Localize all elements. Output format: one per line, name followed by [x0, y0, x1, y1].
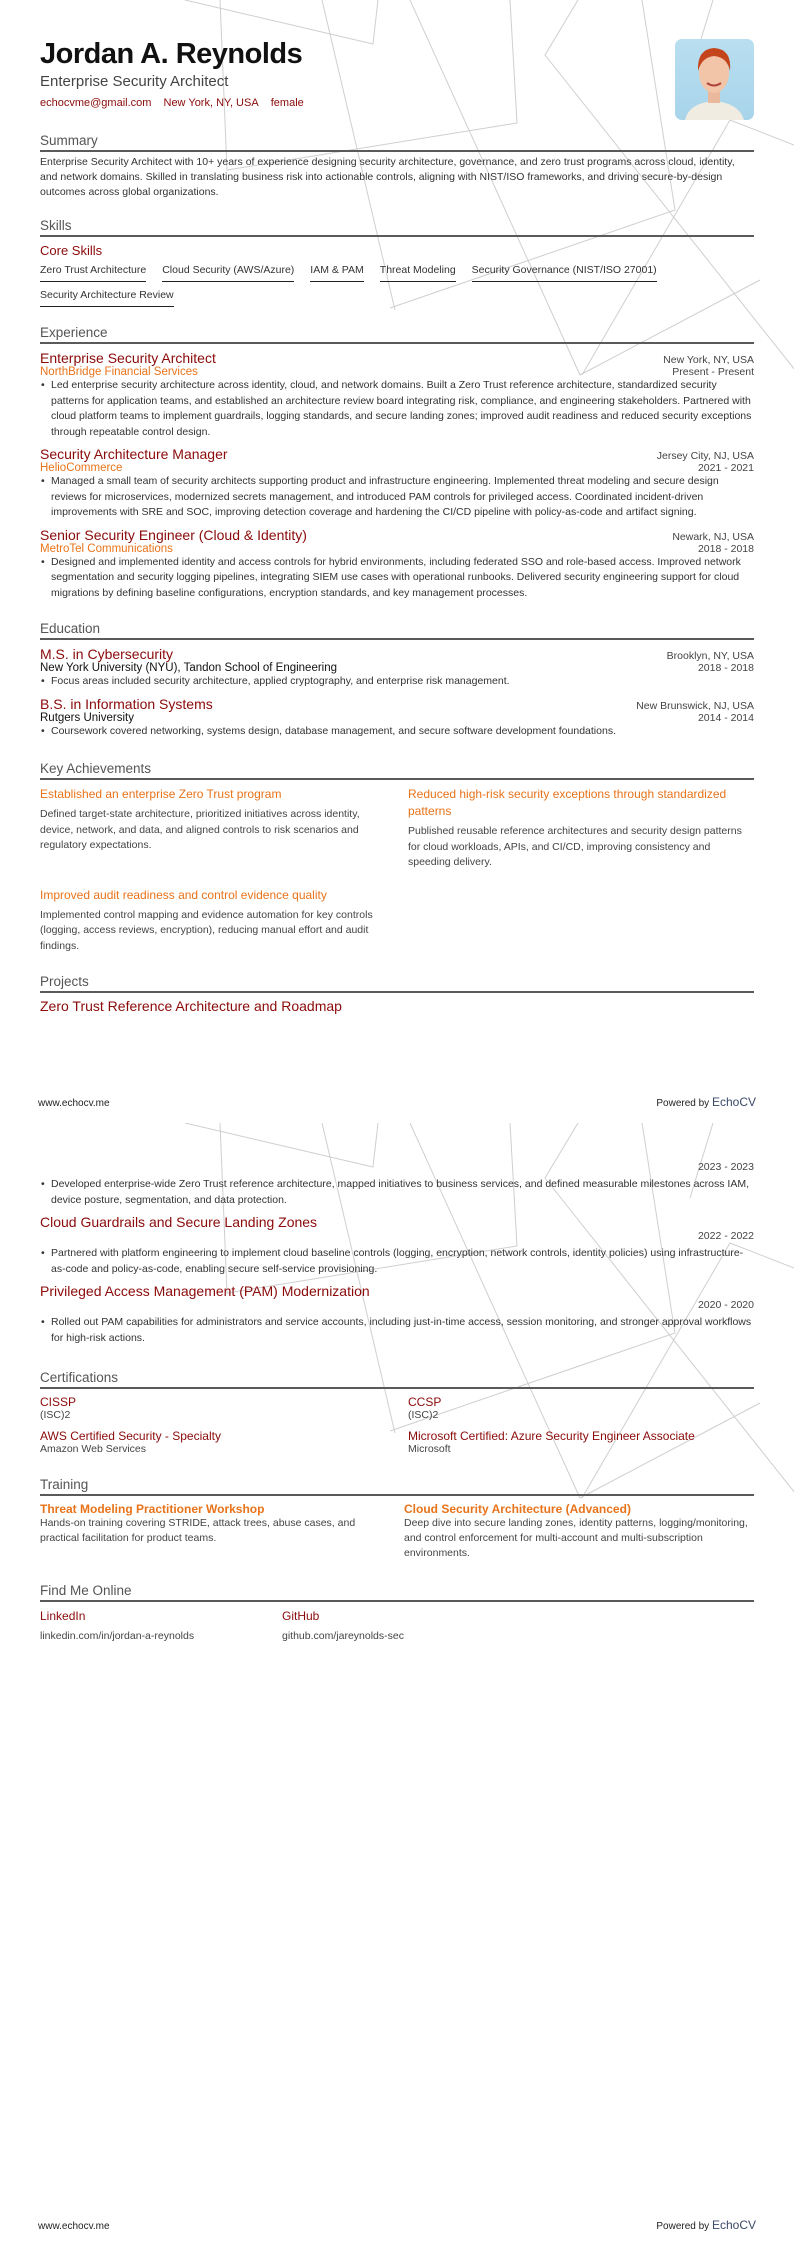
- job-title: Enterprise Security Architect: [40, 350, 216, 366]
- project-bullet: • Rolled out PAM capabilities for administrators and service accounts, including just-in-time access, session monitoring, and stronger approval workflows for high-risk actions.: [40, 1315, 754, 1346]
- section-heading: Experience: [40, 325, 754, 344]
- skill-chip: IAM & PAM: [310, 261, 363, 282]
- achievement-desc: Published reusable reference architectures and security design patterns for cloud workloads, APIs, and CI/CD, improving consistency and speeding delivery.: [408, 825, 742, 868]
- cert-item: [408, 1429, 754, 1455]
- page-footer: [38, 1095, 756, 1109]
- summary-text: Enterprise Security Architect with 10+ years of experience designing security architecture, governance, and zero trust programs across cloud, identity, and network domains. Skilled in translating business risk into actionable controls, aligning with NIST/ISO frameworks, and driving secure-by-design outcomes across global organizations.: [40, 156, 735, 198]
- cert-item: [408, 1395, 754, 1421]
- cert-item: [40, 1429, 386, 1455]
- achievement-desc: Defined target-state architecture, prioritized initiatives across identity, device, network, and data, and aligned controls to risk scenarios and regulatory expectations.: [40, 808, 360, 851]
- github-label: GitHub: [282, 1609, 320, 1623]
- online-item-linkedin: [40, 1609, 282, 1642]
- profile-photo: [675, 39, 754, 120]
- degree: M.S. in Cybersecurity: [40, 646, 174, 662]
- location: New York, NY, USA: [163, 97, 259, 109]
- footer-site-link[interactable]: www.echocv.me: [38, 2221, 110, 2232]
- job-dates: Present - Present: [672, 366, 754, 378]
- cert-name: CISSP: [40, 1395, 77, 1409]
- degree: B.S. in Information Systems: [40, 695, 213, 712]
- project-item: [40, 1161, 754, 1208]
- job-title: Security Architecture Manager: [40, 446, 228, 462]
- achievement-item: [408, 786, 754, 871]
- job-bullet: • Managed a small team of security architects supporting product and infrastructure engineering. Implemented threat modeling and secure design reviews for microservices, modernized secrets management, and introduced PAM controls for privileged access. Coordinated incident-driven improvements with SRE and SOC, improving detection coverage and hardening the CI/CD pipeline with policy-as-code and artifact signing.: [40, 474, 754, 521]
- skill-chip: Threat Modeling: [380, 261, 456, 282]
- cert-issuer: Amazon Web Services: [40, 1443, 147, 1455]
- job-dates: 2018 - 2018: [697, 542, 754, 555]
- github-link[interactable]: github.com/jareynolds-sec: [282, 1630, 404, 1642]
- project-title: Privileged Access Management (PAM) Modernization: [40, 1283, 370, 1299]
- footer-powered-label: Powered by: [656, 1098, 710, 1109]
- section-heading: Certifications: [40, 1370, 754, 1389]
- online-section: [40, 1583, 754, 1642]
- email-link[interactable]: echocvme@gmail.com: [40, 97, 152, 109]
- achievement-desc: Implemented control mapping and evidence automation for key controls (logging, access reviews, encryption), reducing manual effort and audit findings.: [40, 908, 373, 952]
- project-dates: 2023 - 2023: [697, 1161, 754, 1173]
- cert-issuer: (ISC)2: [408, 1409, 439, 1421]
- skill-chip: Zero Trust Architecture: [40, 261, 146, 282]
- job-location: New York, NY, USA: [663, 354, 754, 366]
- candidate-name: Jordan A. Reynolds: [40, 38, 303, 70]
- edu-location: New Brunswick, NJ, USA: [636, 699, 754, 712]
- section-heading: Skills: [40, 218, 754, 237]
- skills-section: [40, 218, 754, 307]
- school: New York University (NYU), Tandon School of Engineering: [40, 662, 338, 674]
- training-title: Cloud Security Architecture (Advanced): [404, 1502, 631, 1516]
- project-item: [40, 1214, 754, 1277]
- resume-page-2: [0, 1123, 794, 2246]
- school: Rutgers University: [40, 711, 134, 724]
- company: HelioCommerce: [40, 462, 123, 474]
- project-title: Cloud Guardrails and Secure Landing Zones: [40, 1214, 318, 1230]
- cert-name: Microsoft Certified: Azure Security Engineer Associate: [408, 1429, 695, 1443]
- section-heading: Find Me Online: [40, 1583, 754, 1602]
- education-item: [40, 646, 754, 690]
- cert-issuer: (ISC)2: [40, 1409, 71, 1421]
- achievement-title: Established an enterprise Zero Trust program: [40, 787, 282, 801]
- edu-bullet: • Focus areas included security architecture, applied cryptography, and enterprise risk management.: [40, 674, 754, 690]
- education-item: [40, 696, 754, 740]
- training-section: [40, 1477, 754, 1561]
- training-item: [40, 1502, 390, 1561]
- projects-section: [40, 974, 754, 1014]
- certifications-section: [40, 1370, 754, 1455]
- online-item-github: [282, 1609, 754, 1642]
- section-heading: Training: [40, 1477, 754, 1496]
- edu-dates: 2014 - 2014: [697, 711, 754, 724]
- footer-brand[interactable]: EchoCV: [711, 2218, 756, 2232]
- achievement-title: Reduced high-risk security exceptions through standardized patterns: [408, 787, 727, 818]
- project-dates: 2022 - 2022: [697, 1230, 754, 1242]
- section-heading: Education: [40, 621, 754, 640]
- experience-item: [40, 350, 754, 440]
- job-title: Senior Security Engineer (Cloud & Identity): [40, 526, 307, 543]
- project-title: Zero Trust Reference Architecture and Roadmap: [40, 998, 342, 1014]
- training-desc: Deep dive into secure landing zones, identity patterns, logging/monitoring, and control enforcement for multi-account and multi-subscription environments.: [404, 1517, 748, 1559]
- edu-location: Brooklyn, NY, USA: [666, 650, 754, 662]
- summary-section: [40, 133, 754, 200]
- section-heading: Projects: [40, 974, 754, 993]
- achievement-title: Improved audit readiness and control evidence quality: [40, 887, 327, 902]
- achievements-section: [40, 761, 754, 954]
- footer-site-link[interactable]: www.echocv.me: [38, 1098, 110, 1109]
- skill-chip: Security Governance (NIST/ISO 27001): [472, 261, 657, 282]
- job-bullet: • Led enterprise security architecture across identity, cloud, and network domains. Built a Zero Trust reference architecture, standardized security patterns for application teams, and established an architecture review board integrating risk, compliance, and engineering stakeholders. Partnered with cloud platform teams to implement guardrails, logging standards, and secure landing zones; improved audit readiness and reduced security exceptions through repeatable control design.: [40, 378, 754, 440]
- training-title: Threat Modeling Practitioner Workshop: [40, 1502, 265, 1516]
- project-bullet: • Developed enterprise-wide Zero Trust reference architecture, mapped initiatives to business services, and defined measurable milestones across IAM, device posture, segmentation, and data protection.: [40, 1177, 754, 1208]
- experience-item: [40, 446, 754, 521]
- cert-name: CCSP: [408, 1395, 442, 1409]
- cert-issuer: Microsoft: [408, 1443, 451, 1455]
- cert-item: [40, 1395, 386, 1421]
- project-item: [40, 1283, 754, 1346]
- section-heading: Summary: [40, 133, 754, 152]
- cert-name: AWS Certified Security - Specialty: [40, 1429, 221, 1443]
- project-dates: 2020 - 2020: [697, 1299, 754, 1311]
- edu-bullet: • Coursework covered networking, systems design, database management, and secure software development foundations.: [40, 724, 754, 740]
- job-bullet: • Designed and implemented identity and access controls for hybrid environments, including federated SSO and role-based access. Improved network segmentation and security logging pipelines, integrating SIEM use cases with operational runbooks. Delivered security engineering support for cloud migrations by defining baseline configurations, encryption standards, and key management processes.: [40, 555, 754, 602]
- edu-dates: 2018 - 2018: [697, 662, 754, 674]
- page-footer: [38, 2218, 756, 2232]
- linkedin-label: LinkedIn: [40, 1609, 86, 1623]
- achievement-item: [40, 887, 386, 955]
- contact-line: [40, 97, 754, 109]
- skill-chip: Security Architecture Review: [40, 286, 174, 307]
- training-desc: Hands-on training covering STRIDE, attack trees, abuse cases, and practical facilitation for product teams.: [40, 1517, 356, 1544]
- project-bullet: • Partnered with platform engineering to implement cloud baseline controls (logging, encryption, network controls, identity policies) using infrastructure-as-code and policy-as-code, enabling secure self-service provisioning.: [40, 1246, 754, 1277]
- candidate-title: Enterprise Security Architect: [40, 73, 229, 90]
- job-location: Jersey City, NJ, USA: [656, 450, 754, 462]
- company: NorthBridge Financial Services: [40, 366, 198, 378]
- section-heading: Key Achievements: [40, 761, 754, 780]
- job-location: Newark, NJ, USA: [672, 530, 754, 543]
- gender: female: [270, 97, 304, 109]
- linkedin-link[interactable]: linkedin.com/in/jordan-a-reynolds: [40, 1630, 195, 1642]
- job-dates: 2021 - 2021: [697, 462, 754, 474]
- footer-powered-label: Powered by: [656, 2221, 710, 2232]
- footer-brand[interactable]: EchoCV: [711, 1095, 756, 1109]
- experience-section: [40, 325, 754, 601]
- education-section: [40, 621, 754, 739]
- experience-item: [40, 527, 754, 602]
- achievement-item: [40, 786, 386, 871]
- training-item: [404, 1502, 754, 1561]
- skill-chip: Cloud Security (AWS/Azure): [162, 261, 294, 282]
- skills-group-title: Core Skills: [40, 243, 103, 258]
- company: MetroTel Communications: [40, 542, 173, 555]
